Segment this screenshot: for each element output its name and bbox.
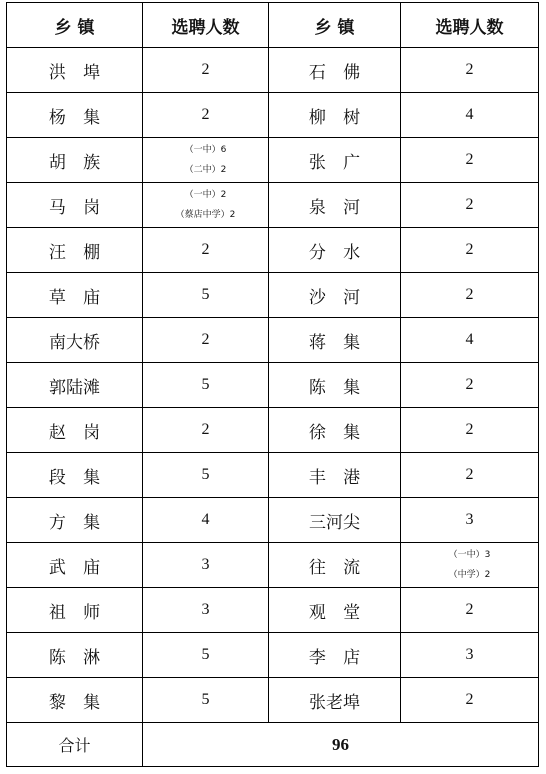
quota-count-left: 3 bbox=[143, 588, 269, 633]
quota-sub-line: （蔡店中学）2 bbox=[175, 210, 236, 220]
quota-count-left: 5 bbox=[143, 363, 269, 408]
quota-count-right: 2 bbox=[401, 273, 539, 318]
table-row bbox=[7, 183, 539, 228]
town-name-left: 武 庙 bbox=[7, 543, 143, 588]
town-name-left: 杨 集 bbox=[7, 93, 143, 138]
quota-count-left bbox=[143, 183, 269, 228]
quota-count-right: 2 bbox=[401, 453, 539, 498]
town-name-right: 石 佛 bbox=[269, 48, 401, 93]
total-value: 96 bbox=[143, 723, 539, 767]
quota-count-right: 2 bbox=[401, 588, 539, 633]
quota-count-right: 2 bbox=[401, 183, 539, 228]
quota-count-left: 2 bbox=[143, 408, 269, 453]
town-name-left: 祖 师 bbox=[7, 588, 143, 633]
quota-count-left: 2 bbox=[143, 228, 269, 273]
table-row bbox=[7, 408, 539, 453]
table-row bbox=[7, 588, 539, 633]
town-name-right: 柳 树 bbox=[269, 93, 401, 138]
quota-count-left: 2 bbox=[143, 318, 269, 363]
town-name-right: 张老埠 bbox=[269, 678, 401, 723]
table-row bbox=[7, 453, 539, 498]
quota-count-left: 5 bbox=[143, 453, 269, 498]
table-row bbox=[7, 273, 539, 318]
quota-count-left: 3 bbox=[143, 543, 269, 588]
quota-sub-line: （中学）2 bbox=[448, 570, 491, 580]
town-name-left: 陈 淋 bbox=[7, 633, 143, 678]
quota-count-left: 2 bbox=[143, 93, 269, 138]
header-town-left: 乡 镇 bbox=[7, 3, 143, 48]
quota-sub-line: （一中）2 bbox=[184, 190, 227, 200]
town-name-right: 分 水 bbox=[269, 228, 401, 273]
town-name-right: 李 店 bbox=[269, 633, 401, 678]
town-name-left: 方 集 bbox=[7, 498, 143, 543]
quota-sub-line: （一中）6 bbox=[184, 145, 227, 155]
quota-count-right: 3 bbox=[401, 498, 539, 543]
quota-count-left: 5 bbox=[143, 678, 269, 723]
quota-count-right: 2 bbox=[401, 228, 539, 273]
table-row bbox=[7, 363, 539, 408]
table-row bbox=[7, 138, 539, 183]
table-row bbox=[7, 93, 539, 138]
town-name-left: 草 庙 bbox=[7, 273, 143, 318]
town-name-right: 往 流 bbox=[269, 543, 401, 588]
quota-count-right: 2 bbox=[401, 138, 539, 183]
town-name-right: 沙 河 bbox=[269, 273, 401, 318]
quota-sub-line: （二中）2 bbox=[184, 165, 227, 175]
table-row bbox=[7, 498, 539, 543]
table-row bbox=[7, 228, 539, 273]
table-row bbox=[7, 48, 539, 93]
quota-count-right: 4 bbox=[401, 93, 539, 138]
table-row bbox=[7, 633, 539, 678]
quota-count-left: 5 bbox=[143, 273, 269, 318]
header-count-left: 选聘人数 bbox=[143, 3, 269, 48]
town-name-left: 胡 族 bbox=[7, 138, 143, 183]
town-name-right: 观 堂 bbox=[269, 588, 401, 633]
quota-table-container bbox=[6, 2, 538, 767]
header-town-right: 乡 镇 bbox=[269, 3, 401, 48]
quota-table bbox=[6, 2, 539, 767]
table-header-row bbox=[7, 3, 539, 48]
town-name-left: 黎 集 bbox=[7, 678, 143, 723]
quota-count-right: 2 bbox=[401, 678, 539, 723]
table-row bbox=[7, 543, 539, 588]
table-row bbox=[7, 318, 539, 363]
quota-count-right: 2 bbox=[401, 408, 539, 453]
town-name-left: 洪 埠 bbox=[7, 48, 143, 93]
town-name-left: 段 集 bbox=[7, 453, 143, 498]
table-row bbox=[7, 678, 539, 723]
header-count-right: 选聘人数 bbox=[401, 3, 539, 48]
town-name-left: 郭陆滩 bbox=[7, 363, 143, 408]
town-name-left: 南大桥 bbox=[7, 318, 143, 363]
town-name-left: 汪 棚 bbox=[7, 228, 143, 273]
quota-count-right: 2 bbox=[401, 363, 539, 408]
town-name-right: 蒋 集 bbox=[269, 318, 401, 363]
quota-count-left bbox=[143, 138, 269, 183]
table-body bbox=[7, 48, 539, 723]
quota-count-right: 3 bbox=[401, 633, 539, 678]
quota-sub-line: （一中）3 bbox=[448, 550, 491, 560]
quota-count-right bbox=[401, 543, 539, 588]
total-row bbox=[7, 723, 539, 767]
total-label: 合计 bbox=[7, 723, 143, 767]
town-name-left: 马 岗 bbox=[7, 183, 143, 228]
town-name-left: 赵 岗 bbox=[7, 408, 143, 453]
quota-count-left: 5 bbox=[143, 633, 269, 678]
town-name-right: 徐 集 bbox=[269, 408, 401, 453]
quota-count-right: 4 bbox=[401, 318, 539, 363]
town-name-right: 丰 港 bbox=[269, 453, 401, 498]
town-name-right: 张 广 bbox=[269, 138, 401, 183]
quota-count-left: 4 bbox=[143, 498, 269, 543]
town-name-right: 陈 集 bbox=[269, 363, 401, 408]
town-name-right: 泉 河 bbox=[269, 183, 401, 228]
quota-count-right: 2 bbox=[401, 48, 539, 93]
quota-count-left: 2 bbox=[143, 48, 269, 93]
town-name-right: 三河尖 bbox=[269, 498, 401, 543]
